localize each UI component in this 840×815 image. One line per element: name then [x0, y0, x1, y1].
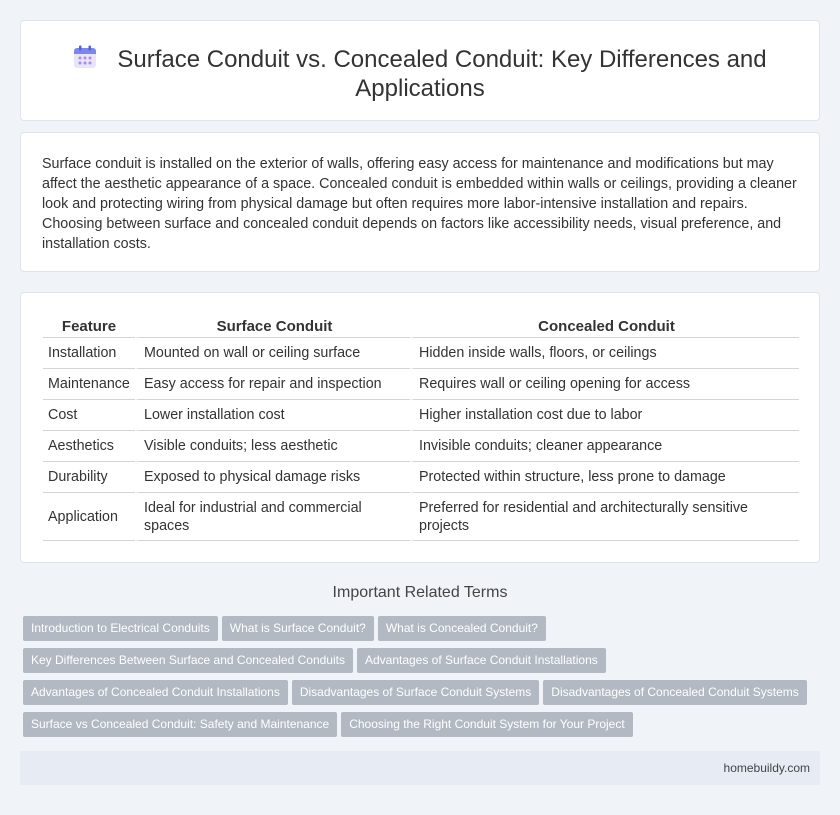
- comparison-table: [43, 316, 799, 541]
- table-row: [43, 431, 799, 462]
- tag-what-concealed[interactable]: What is Concealed Conduit?: [378, 616, 546, 641]
- comparison-card: [20, 292, 820, 563]
- table-cell: Mounted on wall or ceiling surface: [135, 338, 410, 369]
- intro-paragraph: Surface conduit is installed on the exterior of walls, offering easy access for maintenance and modifications but may affect the aesthetic appearance of a space. Concealed conduit is embedded within walls or ceilings, providing a cleaner look and protecting wiring from physical damage but often requires more labor-intensive installation and repairs. Choosing between surface and concealed conduit depends on factors like accessibility needs, visual preference, and installation costs.: [42, 156, 797, 252]
- footer: [20, 751, 820, 785]
- table-cell: Lower installation cost: [135, 400, 410, 431]
- table-cell: Invisible conduits; cleaner appearance: [410, 431, 799, 462]
- tag-intro-conduits[interactable]: Introduction to Electrical Conduits: [23, 616, 218, 641]
- table-cell: Visible conduits; less aesthetic: [135, 431, 410, 462]
- table-header-row: [43, 316, 799, 338]
- title-line-1: Surface Conduit vs. Concealed Conduit: Key Differences and: [117, 46, 767, 73]
- header-feature: Feature: [43, 316, 135, 338]
- table-cell: Durability: [43, 462, 135, 493]
- header-concealed: Concealed Conduit: [410, 316, 799, 338]
- related-terms-list: [23, 616, 823, 744]
- table-row: [43, 462, 799, 493]
- table-cell: Higher installation cost due to labor: [410, 400, 799, 431]
- tag-safety-maintenance[interactable]: Surface vs Concealed Conduit: Safety and Maintenance: [23, 712, 337, 737]
- table-cell: Installation: [43, 338, 135, 369]
- table-cell: Ideal for industrial and commercial spaces: [135, 493, 410, 541]
- page-title: [21, 45, 819, 103]
- title-line-2: Applications: [355, 75, 485, 102]
- table-cell: Preferred for residential and architecturally sensitive projects: [410, 493, 799, 541]
- table-row: [43, 400, 799, 431]
- table-cell: Aesthetics: [43, 431, 135, 462]
- table-cell: Cost: [43, 400, 135, 431]
- header-surface: Surface Conduit: [135, 316, 410, 338]
- intro-card: [20, 132, 820, 272]
- tag-disadv-concealed[interactable]: Disadvantages of Concealed Conduit Systems: [543, 680, 806, 705]
- tag-adv-concealed[interactable]: Advantages of Concealed Conduit Installations: [23, 680, 288, 705]
- footer-site[interactable]: homebuildy.com: [723, 761, 810, 775]
- title-card: [20, 20, 820, 121]
- table-cell: Protected within structure, less prone to damage: [410, 462, 799, 493]
- table-cell: Maintenance: [43, 369, 135, 400]
- tag-what-surface[interactable]: What is Surface Conduit?: [222, 616, 374, 641]
- table-row: [43, 369, 799, 400]
- table-row: [43, 493, 799, 541]
- table-cell: Requires wall or ceiling opening for access: [410, 369, 799, 400]
- table-cell: Easy access for repair and inspection: [135, 369, 410, 400]
- table-cell: Application: [43, 493, 135, 541]
- tag-key-differences[interactable]: Key Differences Between Surface and Concealed Conduits: [23, 648, 353, 673]
- tag-disadv-surface[interactable]: Disadvantages of Surface Conduit Systems: [292, 680, 539, 705]
- table-cell: Hidden inside walls, floors, or ceilings: [410, 338, 799, 369]
- tag-adv-surface[interactable]: Advantages of Surface Conduit Installations: [357, 648, 606, 673]
- table-row: [43, 338, 799, 369]
- tag-choosing-system[interactable]: Choosing the Right Conduit System for Your Project: [341, 712, 632, 737]
- related-terms-heading: Important Related Terms: [332, 584, 508, 601]
- calendar-icon: [73, 45, 97, 69]
- table-cell: Exposed to physical damage risks: [135, 462, 410, 493]
